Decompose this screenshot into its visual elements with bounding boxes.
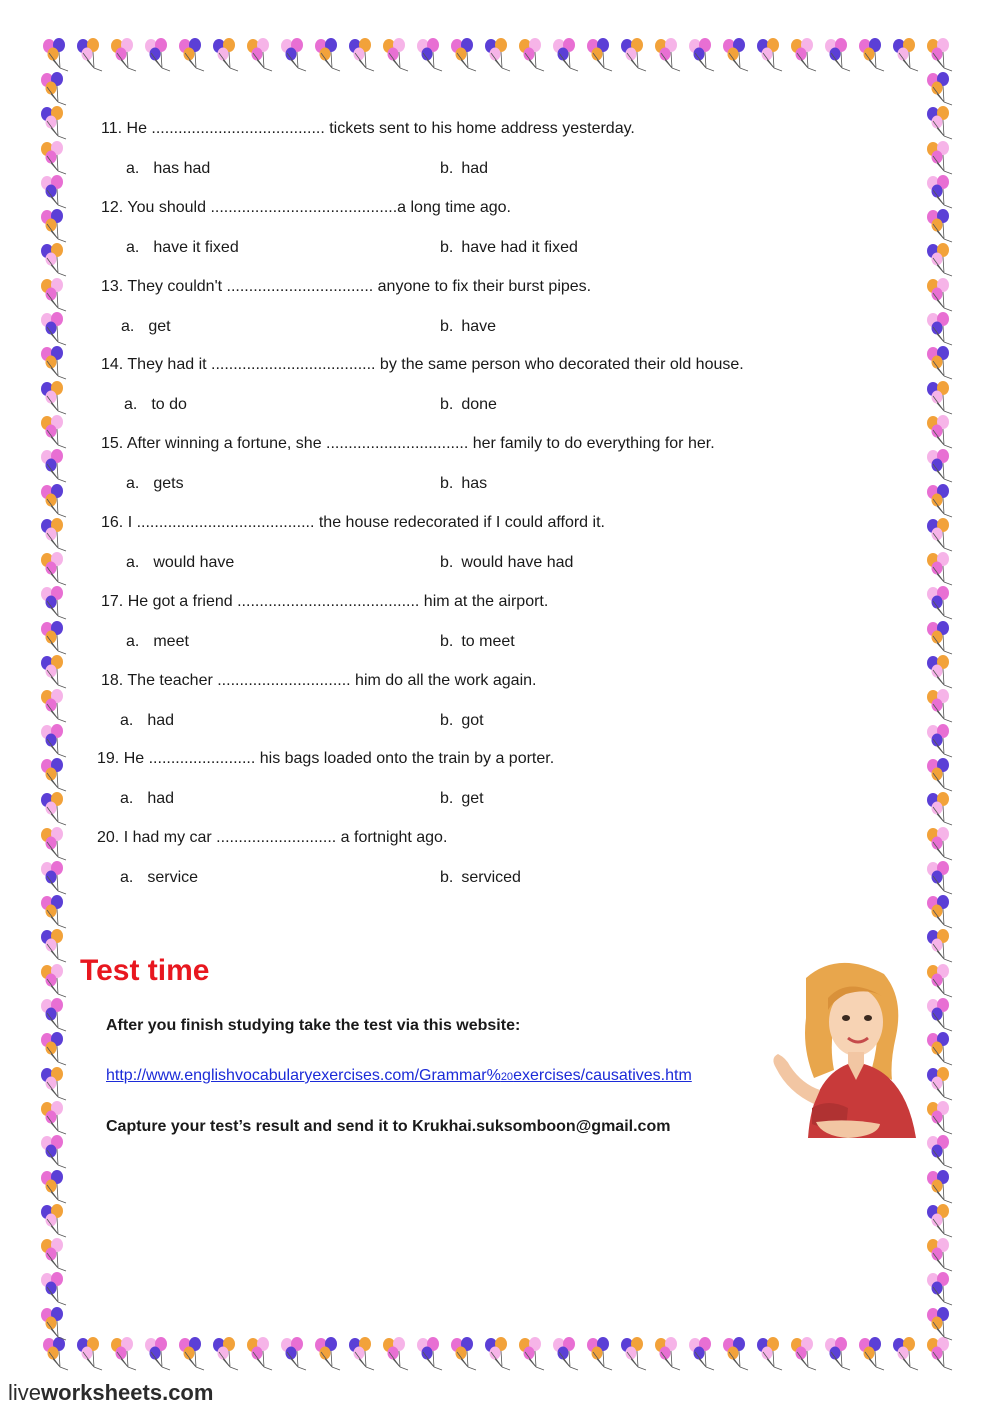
answer-option[interactable] [126, 633, 189, 651]
balloon-icon [38, 1101, 72, 1135]
answer-option[interactable] [120, 712, 174, 730]
balloon-icon [924, 1170, 958, 1204]
question-number: 14. [101, 356, 124, 374]
balloon-icon [618, 38, 652, 72]
option-letter: b. [440, 396, 454, 414]
balloon-icon [924, 415, 958, 449]
balloon-icon [210, 1337, 244, 1371]
question-stem [101, 435, 715, 453]
balloon-icon [924, 929, 958, 963]
question-number: 18. [101, 671, 124, 689]
balloon-icon [38, 518, 72, 552]
balloon-icon [924, 1101, 958, 1135]
answer-option[interactable] [124, 396, 187, 414]
answer-option[interactable] [126, 475, 184, 493]
question-stem [97, 829, 447, 847]
balloon-icon [924, 449, 958, 483]
option-text: to do [151, 396, 187, 414]
question-number: 11. [101, 120, 123, 137]
question-number: 17. [101, 592, 124, 610]
balloon-icon [482, 1337, 516, 1371]
balloon-icon [38, 655, 72, 689]
answer-option[interactable] [120, 790, 174, 808]
question-text: After winning a fortune, she ................................ her family to do everything for her. [126, 435, 715, 453]
balloon-icon [108, 1337, 142, 1371]
balloon-icon [40, 38, 74, 72]
option-letter: b. [440, 790, 454, 808]
option-text: get [148, 317, 171, 335]
balloon-icon [924, 1238, 958, 1272]
balloon-icon [38, 209, 72, 243]
balloon-icon [924, 998, 958, 1032]
question-stem [101, 593, 548, 611]
balloon-icon [38, 243, 72, 277]
option-text: get [461, 790, 484, 808]
option-letter: b. [440, 632, 454, 650]
balloon-icon [924, 278, 958, 312]
question-stem [101, 278, 591, 296]
option-text: to meet [461, 632, 515, 650]
option-letter: b. [440, 554, 454, 571]
balloon-icon [924, 1337, 958, 1371]
question-stem [101, 199, 511, 217]
answer-option[interactable] [121, 318, 171, 336]
balloon-icon [38, 1067, 72, 1101]
balloon-icon [720, 1337, 754, 1371]
question-text: I ........................................ the house redecorated if I could afford it. [127, 514, 605, 531]
border-right [924, 72, 958, 1341]
section-title: Test time [80, 954, 210, 987]
border-bottom [40, 1337, 958, 1371]
balloon-icon [924, 586, 958, 620]
balloon-icon [38, 621, 72, 655]
balloon-icon [754, 1337, 788, 1371]
balloon-icon [924, 175, 958, 209]
balloon-icon [448, 38, 482, 72]
balloon-icon [38, 827, 72, 861]
balloon-icon [176, 38, 210, 72]
balloon-icon [278, 1337, 312, 1371]
balloon-icon [38, 861, 72, 895]
question-stem [101, 120, 635, 138]
balloon-icon [924, 655, 958, 689]
option-letter: b. [440, 238, 454, 256]
balloon-icon [142, 1337, 176, 1371]
balloon-icon [176, 1337, 210, 1371]
question-text: He got a friend ......................................... him at the airport. [127, 592, 549, 610]
balloon-icon [38, 415, 72, 449]
question-text: He ........................ his bags loaded onto the train by a porter. [123, 750, 555, 768]
option-letter: a. [126, 632, 140, 650]
balloon-icon [74, 1337, 108, 1371]
balloon-icon [38, 484, 72, 518]
balloon-icon [788, 38, 822, 72]
balloon-icon [38, 312, 72, 346]
balloon-icon [924, 209, 958, 243]
option-letter: a. [121, 317, 135, 335]
balloon-icon [38, 1170, 72, 1204]
answer-option[interactable] [440, 396, 497, 414]
option-text: serviced [461, 869, 521, 887]
question-stem [101, 672, 536, 690]
option-text: had [147, 711, 175, 729]
balloon-icon [244, 1337, 278, 1371]
question-stem [101, 356, 744, 374]
balloon-icon [924, 827, 958, 861]
balloon-icon [856, 1337, 890, 1371]
question-text: They couldn't ................................. anyone to fix their burst pipes. [127, 277, 592, 295]
balloon-icon [74, 38, 108, 72]
balloon-icon [380, 38, 414, 72]
balloon-icon [924, 72, 958, 106]
balloon-icon [38, 346, 72, 380]
option-letter: a. [120, 711, 134, 729]
answer-option[interactable] [126, 239, 239, 257]
option-letter: a. [124, 396, 138, 414]
balloon-icon [108, 38, 142, 72]
balloon-icon [38, 1135, 72, 1169]
balloon-icon [754, 38, 788, 72]
balloon-icon [890, 38, 924, 72]
balloon-icon [924, 346, 958, 380]
border-top [40, 38, 958, 72]
balloon-icon [890, 1337, 924, 1371]
balloon-icon [516, 38, 550, 72]
balloon-icon [686, 38, 720, 72]
balloon-icon [38, 106, 72, 140]
border-left [38, 72, 72, 1341]
balloon-icon [720, 38, 754, 72]
balloon-icon [788, 1337, 822, 1371]
answer-option[interactable] [440, 239, 578, 257]
balloon-icon [38, 381, 72, 415]
answer-option[interactable] [440, 790, 484, 808]
balloon-icon [346, 1337, 380, 1371]
balloon-icon [924, 243, 958, 277]
question-text: The teacher .............................. him do all the work again. [127, 671, 537, 689]
balloon-icon [924, 38, 958, 72]
balloon-icon [38, 175, 72, 209]
balloon-icon [38, 552, 72, 586]
teacher-illustration [768, 958, 924, 1148]
balloon-icon [924, 895, 958, 929]
answer-option[interactable] [126, 160, 210, 178]
option-letter: b. [440, 317, 454, 335]
option-text: had [461, 160, 489, 177]
option-letter: b. [440, 160, 454, 177]
balloon-icon [924, 964, 958, 998]
balloon-icon [924, 689, 958, 723]
balloon-icon [584, 1337, 618, 1371]
balloon-icon [924, 312, 958, 346]
balloon-icon [312, 38, 346, 72]
balloon-icon [38, 1032, 72, 1066]
option-text: have [461, 317, 497, 335]
option-letter: a. [126, 160, 140, 177]
balloon-icon [516, 1337, 550, 1371]
balloon-icon [924, 518, 958, 552]
balloon-icon [414, 1337, 448, 1371]
balloon-icon [924, 1272, 958, 1306]
balloon-icon [38, 689, 72, 723]
balloon-icon [924, 1307, 958, 1341]
question-text: You should ..........................................a long time ago. [127, 198, 511, 216]
option-text: meet [153, 632, 189, 650]
balloon-icon [38, 758, 72, 792]
answer-option[interactable] [440, 712, 484, 730]
answer-option[interactable] [126, 554, 234, 572]
option-text: got [461, 711, 484, 729]
answer-option[interactable] [120, 869, 198, 887]
balloon-icon [312, 1337, 346, 1371]
answer-option[interactable] [440, 633, 515, 651]
balloon-icon [142, 38, 176, 72]
option-letter: a. [126, 554, 140, 571]
capture-note: Capture your test’s result and send it to Krukhai.suksomboon@gmail.com [106, 1118, 671, 1135]
balloon-icon [924, 792, 958, 826]
balloon-icon [482, 38, 516, 72]
balloon-icon [38, 792, 72, 826]
question-number: 15. [101, 435, 124, 453]
option-letter: b. [440, 711, 454, 729]
balloon-icon [924, 141, 958, 175]
balloon-icon [652, 1337, 686, 1371]
option-letter: a. [120, 790, 134, 808]
balloon-icon [38, 586, 72, 620]
answer-option[interactable] [440, 160, 488, 178]
option-text: has [461, 475, 488, 493]
balloon-icon [448, 1337, 482, 1371]
balloon-icon [38, 929, 72, 963]
balloon-icon [346, 38, 380, 72]
answer-option[interactable] [440, 475, 487, 493]
option-text: would have [153, 554, 235, 571]
balloon-icon [38, 964, 72, 998]
balloon-icon [40, 1337, 74, 1371]
balloon-icon [924, 621, 958, 655]
option-letter: a. [126, 475, 140, 493]
balloon-icon [278, 38, 312, 72]
balloon-icon [822, 1337, 856, 1371]
balloon-icon [38, 724, 72, 758]
balloon-icon [618, 1337, 652, 1371]
balloon-icon [38, 1204, 72, 1238]
question-text: He ....................................... tickets sent to his home address yesterday. [126, 120, 635, 137]
balloon-icon [38, 998, 72, 1032]
answer-option[interactable] [440, 869, 521, 887]
balloon-icon [38, 1238, 72, 1272]
balloon-icon [924, 381, 958, 415]
question-stem [97, 750, 554, 768]
option-letter: a. [120, 869, 134, 887]
option-text: done [461, 396, 497, 414]
balloon-icon [924, 106, 958, 140]
balloon-icon [924, 1067, 958, 1101]
balloon-icon [244, 38, 278, 72]
option-letter: b. [440, 869, 454, 887]
question-number: 19. [97, 750, 120, 768]
balloon-icon [38, 141, 72, 175]
option-text: have had it fixed [461, 238, 578, 256]
balloon-icon [38, 72, 72, 106]
balloon-icon [856, 38, 890, 72]
balloon-icon [924, 1135, 958, 1169]
balloon-icon [210, 38, 244, 72]
balloon-icon [924, 1204, 958, 1238]
question-text: They had it ..................................... by the same person who decorated their old house. [127, 356, 744, 374]
answer-option[interactable] [440, 318, 496, 336]
option-text: would have had [461, 554, 574, 571]
balloon-icon [924, 724, 958, 758]
balloon-icon [924, 861, 958, 895]
site-brand: liveworksheets.com [8, 1380, 214, 1405]
option-text: service [147, 869, 199, 887]
question-number: 12. [101, 198, 124, 216]
option-text: had [147, 790, 175, 808]
question-stem [101, 514, 605, 532]
instruction-text: After you finish studying take the test via this website: [106, 1017, 521, 1034]
balloon-icon [686, 1337, 720, 1371]
balloon-icon [584, 38, 618, 72]
question-number: 13. [101, 277, 124, 295]
test-link[interactable]: http://www.englishvocabularyexercises.com/Grammar%20exercises/causatives.htm [106, 1067, 692, 1084]
option-text: gets [153, 475, 184, 493]
option-letter: a. [126, 238, 140, 256]
balloon-icon [380, 1337, 414, 1371]
question-number: 16. [101, 514, 124, 531]
balloon-icon [38, 895, 72, 929]
balloon-icon [822, 38, 856, 72]
balloon-icon [414, 38, 448, 72]
option-letter: b. [440, 475, 454, 493]
answer-option[interactable] [440, 554, 573, 572]
balloon-icon [38, 1307, 72, 1341]
option-text: has had [153, 160, 211, 177]
balloon-icon [924, 552, 958, 586]
balloon-icon [550, 1337, 584, 1371]
question-text: I had my car ........................... a fortnight ago. [123, 829, 448, 847]
balloon-icon [38, 449, 72, 483]
balloon-icon [38, 278, 72, 312]
question-number: 20. [97, 829, 120, 847]
balloon-icon [924, 484, 958, 518]
balloon-icon [38, 1272, 72, 1306]
option-text: have it fixed [153, 238, 239, 256]
balloon-icon [924, 1032, 958, 1066]
balloon-icon [924, 758, 958, 792]
balloon-icon [652, 38, 686, 72]
balloon-icon [550, 38, 584, 72]
